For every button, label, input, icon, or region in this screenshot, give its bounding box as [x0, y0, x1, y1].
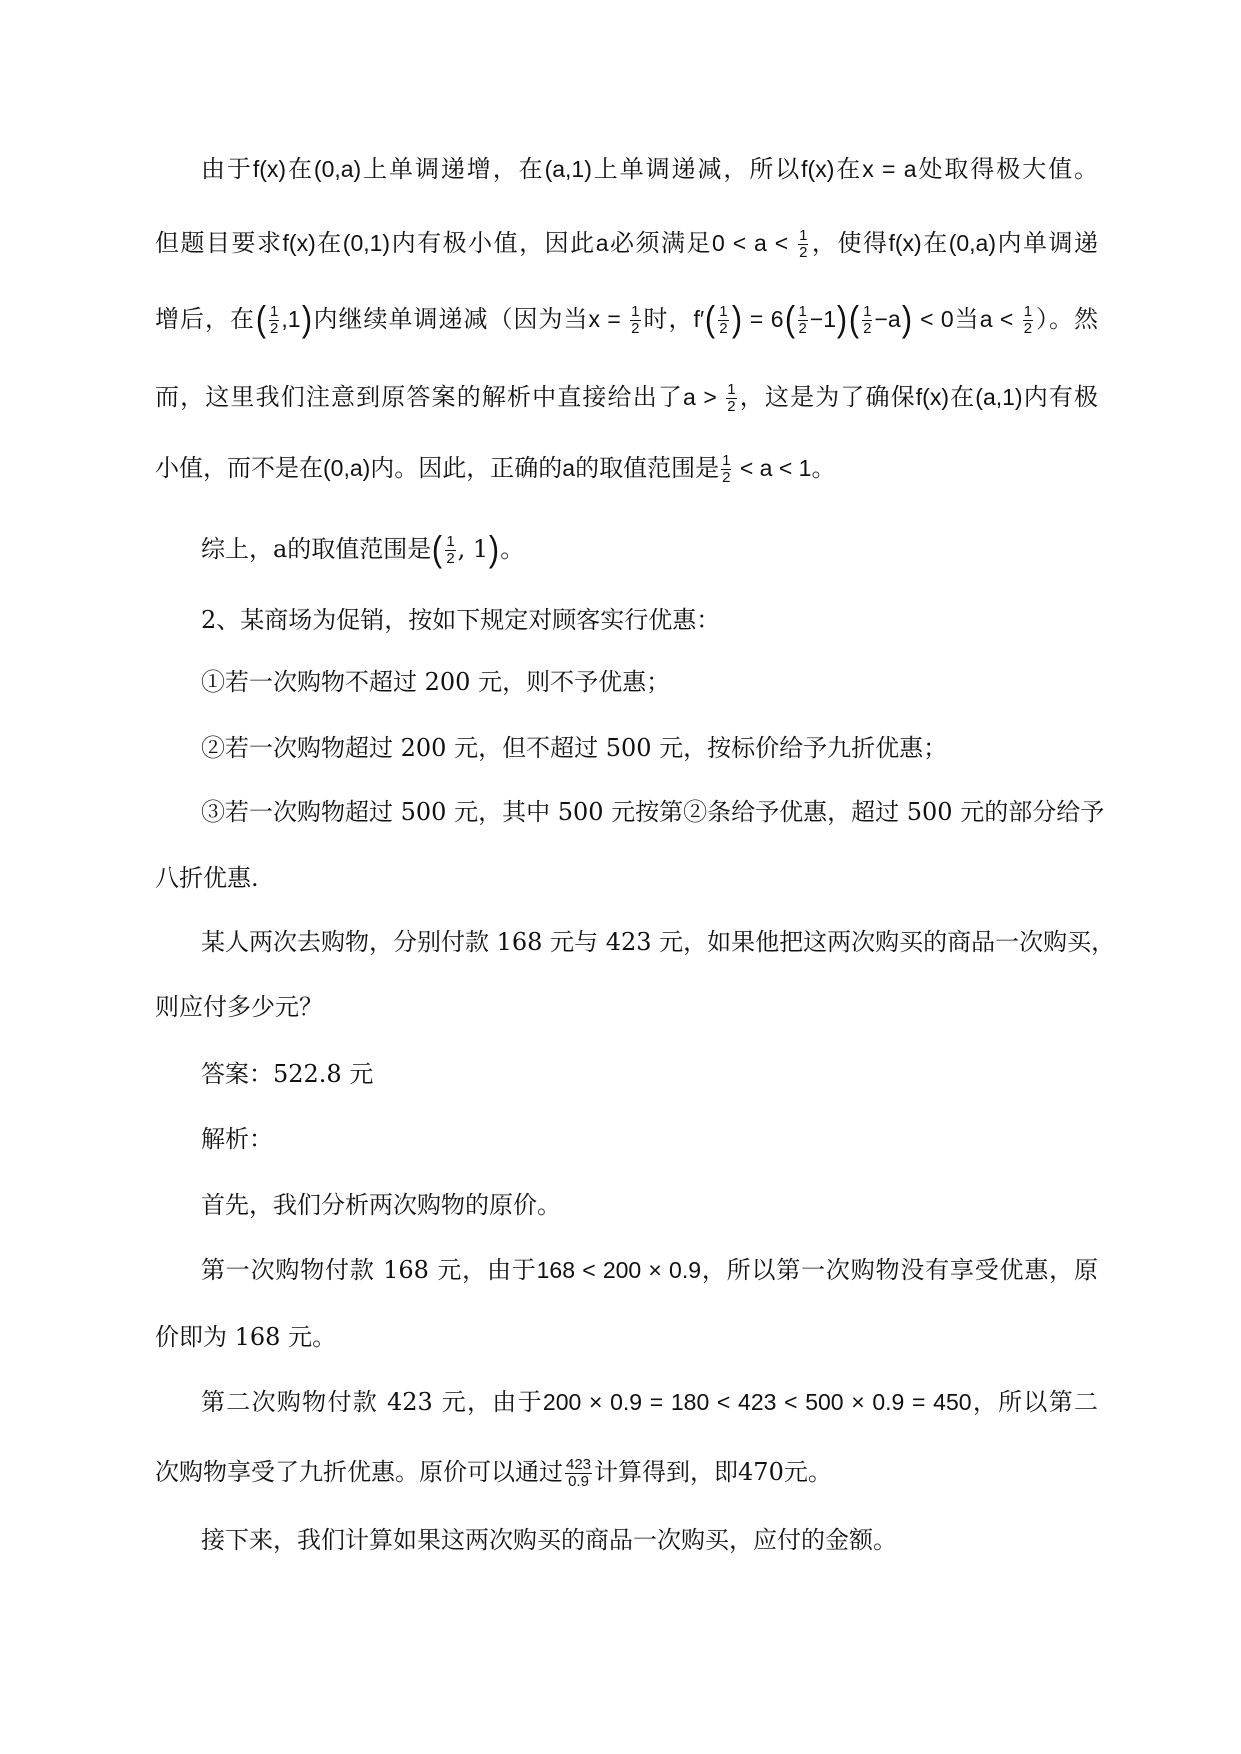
bracket: ): [301, 297, 312, 339]
fraction-denominator: 2: [269, 320, 279, 337]
fraction-denominator: 2: [1023, 320, 1033, 337]
text-run: 。: [500, 535, 525, 563]
fraction-denominator: 0.9: [568, 1473, 589, 1490]
math-expression: < 0: [912, 306, 954, 332]
text-run: ，使得: [810, 229, 889, 257]
math-expression: f(x): [888, 230, 922, 256]
math-expression: f(x): [915, 384, 949, 410]
paragraph-line: [201, 1250, 1098, 1290]
text-run: 上单调递增，在: [361, 155, 545, 183]
text-run: 上单调递减，所以: [591, 155, 802, 183]
fraction: [565, 1457, 592, 1490]
text-run: 内有极小值，因此: [390, 229, 596, 257]
text-run: ③若一次购物超过 500 元，其中 500 元按第②条给予优惠，超过 500 元的部分给予: [201, 798, 1105, 826]
math-expression: 200 × 0.9 = 180 < 423 < 500 × 0.9 = 450: [542, 1389, 972, 1415]
fraction: [798, 304, 808, 337]
rule-item-1: [201, 662, 1098, 702]
paragraph-line: [201, 529, 1098, 569]
math-expression: f′: [693, 306, 705, 332]
math-expression: f(x): [282, 230, 316, 256]
math-expression: < a < 1: [733, 455, 812, 481]
text-run: 综上，a的取值范围是: [201, 535, 432, 563]
text-run: 必须满足: [608, 229, 713, 257]
paragraph-line: [201, 1382, 1098, 1422]
text-run: ，所以第二: [971, 1388, 1099, 1416]
fraction-numerator: 1: [727, 381, 736, 398]
rule-item-3: [201, 792, 1105, 832]
paragraph-line: [201, 149, 1098, 189]
fraction: [1023, 304, 1033, 337]
text-run: 。: [811, 454, 836, 482]
math-expression: = 6: [742, 306, 784, 332]
text-run: 首先，我们分析两次购物的原价。: [201, 1191, 561, 1219]
math-expression: a <: [979, 306, 1021, 332]
answer-line: [201, 1054, 1098, 1094]
fraction-denominator: 2: [727, 398, 736, 415]
text-run: 内单调递: [996, 229, 1099, 257]
text-run: 解析：: [201, 1125, 273, 1153]
text-run: 第二次购物付款 423 元，由于: [201, 1388, 543, 1416]
text-run: 的取值范围是: [575, 454, 720, 482]
fraction-numerator: 1: [1023, 303, 1033, 320]
fraction-numerator: 1: [722, 452, 731, 469]
bracket: ): [489, 527, 500, 569]
text-run: ②若一次购物超过 200 元，但不超过 500 元，按标价给予九折优惠；: [201, 734, 948, 762]
text-run: ，所以第一次购物没有享受优惠，原: [701, 1256, 1098, 1284]
fraction-denominator: 2: [863, 320, 872, 337]
text-run: 第一次购物付款 168 元，由于: [201, 1256, 537, 1284]
fraction: [862, 304, 872, 337]
paragraph-line: [201, 1520, 1098, 1560]
text-run: 在: [834, 155, 863, 183]
fraction-numerator: 1: [719, 303, 728, 320]
text-run: 接下来，我们计算如果这两次购买的商品一次购买，应付的金额。: [201, 1526, 897, 1554]
fraction-numerator: 1: [799, 227, 808, 244]
text-run: ①若一次购物不超过 200 元，则不予优惠；: [201, 668, 671, 696]
text-run: 内有极: [1022, 383, 1099, 411]
bracket: (: [784, 297, 795, 339]
text-run: 内继续单调递减（因为当: [312, 305, 589, 333]
math-expression: −a: [874, 306, 901, 332]
fraction-numerator: 1: [863, 303, 872, 320]
bracket: (: [432, 527, 443, 569]
fraction-denominator: 2: [719, 320, 728, 337]
text-run: 当: [953, 305, 980, 333]
text-run: 八折优惠.: [155, 864, 259, 892]
rule-item-3-continued: [155, 858, 1098, 898]
math-expression: f(x): [801, 156, 835, 182]
math-expression: (a,1): [975, 384, 1023, 410]
math-expression: f(x): [252, 156, 287, 182]
bracket: (: [255, 297, 267, 339]
text-run: 由于: [201, 155, 253, 183]
paragraph-line: [155, 1452, 1098, 1492]
math-expression: 0 < a <: [712, 230, 797, 256]
text-run: , 1: [457, 535, 489, 563]
fraction-denominator: 2: [446, 550, 455, 567]
text-run: 处取得极大值。: [916, 155, 1099, 183]
rule-item-2: [201, 728, 1098, 768]
fraction-numerator: 1: [269, 303, 279, 320]
fraction-denominator: 2: [722, 469, 731, 486]
paragraph-line: [155, 1317, 1098, 1357]
fraction: [721, 453, 731, 486]
text-run: 时，: [642, 305, 694, 333]
math-expression: ,1: [281, 306, 301, 332]
bracket: (: [705, 297, 716, 339]
math-expression: 168 < 200 × 0.9: [536, 1257, 702, 1283]
math-expression: (0,a): [948, 230, 997, 256]
text-run: 小值，而不是在: [155, 454, 323, 482]
paragraph-line: [155, 377, 1098, 417]
text-run: 但题目要求: [155, 229, 283, 257]
text-run: 在: [286, 155, 314, 183]
paragraph-line: [201, 1185, 1098, 1225]
question-line: [155, 987, 1098, 1027]
math-expression: (0,1): [342, 230, 391, 256]
math-expression: a: [562, 455, 576, 481]
text-run: 增后，在: [155, 305, 255, 333]
text-run: 计算得到，即470元。: [594, 1458, 832, 1486]
text-run: 则应付多少元？: [155, 993, 323, 1021]
math-expression: (0,a): [323, 455, 371, 481]
fraction-denominator: 2: [798, 320, 807, 337]
text-run: 在: [315, 229, 343, 257]
fraction: [269, 304, 279, 337]
paragraph-line: [155, 223, 1098, 263]
text-run: 次购物享受了九折优惠。原价可以通过: [155, 1458, 563, 1486]
problem-title: [201, 600, 1098, 640]
bracket: (: [849, 297, 860, 339]
text-run: 2、某商场为促销，按如下规定对顾客实行优惠：: [201, 606, 721, 634]
fraction: [718, 304, 728, 337]
bracket: ): [731, 297, 742, 339]
math-expression: a >: [683, 384, 725, 410]
text-run: ，这是为了确保: [738, 383, 916, 411]
fraction-numerator: 1: [631, 303, 640, 320]
fraction: [630, 304, 640, 337]
paragraph-line: [155, 299, 1098, 339]
fraction: [445, 534, 455, 567]
math-expression: −1: [809, 306, 837, 332]
text-run: 而，这里我们注意到原答案的解析中直接给出了: [155, 383, 683, 411]
text-run: 内。因此，正确的: [370, 454, 563, 482]
paragraph-line: [155, 448, 1098, 488]
fraction-numerator: 423: [566, 1456, 592, 1473]
fraction-numerator: 1: [446, 533, 455, 550]
fraction: [726, 382, 736, 415]
fraction-denominator: 2: [799, 244, 808, 261]
math-expression: (a,1): [544, 156, 592, 182]
text-run: 某人两次去购物，分别付款 168 元与 423 元，如果他把这两次购买的商品一次购买，: [201, 928, 1116, 956]
question-line: [201, 922, 1116, 962]
fraction-numerator: 1: [798, 303, 807, 320]
text-run: 在: [949, 383, 976, 411]
math-expression: a: [595, 230, 609, 256]
fraction: [798, 228, 808, 261]
text-run: ）。然: [1035, 305, 1099, 333]
bracket: ): [901, 297, 912, 339]
fraction-denominator: 2: [631, 320, 640, 337]
math-expression: x =: [588, 306, 629, 332]
math-expression: (0,a): [313, 156, 362, 182]
text-run: 价即为 168 元。: [155, 1323, 337, 1351]
text-run: 在: [921, 229, 949, 257]
analysis-heading: [201, 1119, 1098, 1159]
bracket: ): [837, 297, 848, 339]
text-run: 答案：522.8 元: [201, 1060, 374, 1088]
math-expression: x = a: [862, 156, 917, 182]
